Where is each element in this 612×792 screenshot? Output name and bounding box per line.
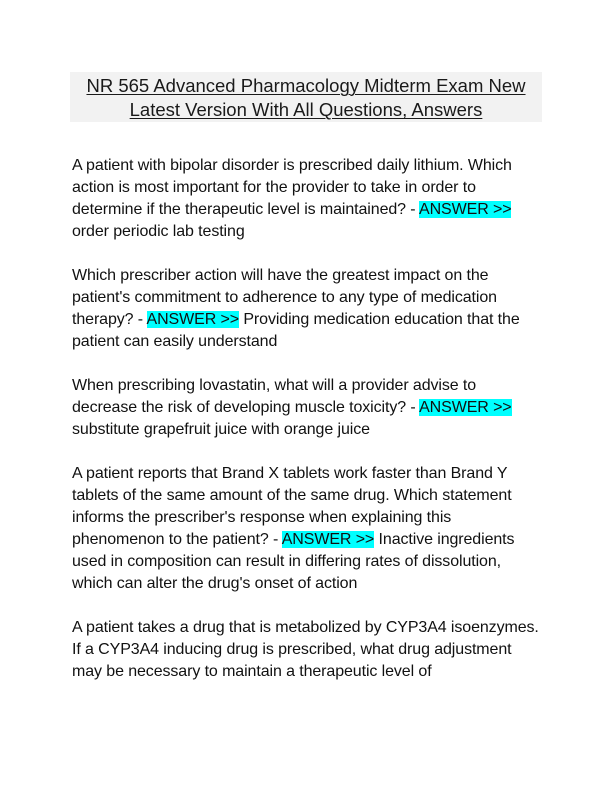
title-line-1: NR 565 Advanced Pharmacology Midterm Exam New [86,75,526,96]
answer-marker: ANSWER >> [146,311,239,328]
answer-marker: ANSWER >> [281,531,375,548]
question-text: A patient reports that Brand X tablets work faster than Brand Y tablets of the same amount of the same drug. Which statement informs the prescriber's response when explaining this phenomenon to the patient? - [72,465,512,548]
title-block [70,72,542,122]
qa-list [72,155,542,705]
answer-marker: ANSWER >> [419,201,512,218]
question-text: Which prescriber action will have the greatest impact on the patient's commitment to adherence to any type of medication therapy? - [72,267,497,328]
answer-marker: ANSWER >> [419,399,512,416]
answer-text: substitute grapefruit juice with orange juice [72,421,370,438]
qa-item-3 [72,375,542,441]
answer-text: Providing medication education that the patient can easily understand [72,311,520,350]
title-line-2: Latest Version With All Questions, Answers [129,99,483,120]
qa-item-4 [72,463,542,595]
qa-item-5 [72,617,542,683]
question-text: A patient takes a drug that is metabolized by CYP3A4 isoenzymes. If a CYP3A4 inducing drug is prescribed, what drug adjustment may be necessary to maintain a therapeutic level of [72,619,539,680]
qa-item-2 [72,265,542,353]
question-text: A patient with bipolar disorder is prescribed daily lithium. Which action is most important for the provider to take in order to determine if the therapeutic level is maintained? - [72,157,512,218]
answer-text: order periodic lab testing [72,223,245,240]
qa-item-1 [72,155,542,243]
answer-text: Inactive ingredients used in composition can result in differing rates of dissolution, which can alter the drug's onset of action [72,531,515,592]
question-text: When prescribing lovastatin, what will a provider advise to decrease the risk of developing muscle toxicity? - [72,377,477,416]
